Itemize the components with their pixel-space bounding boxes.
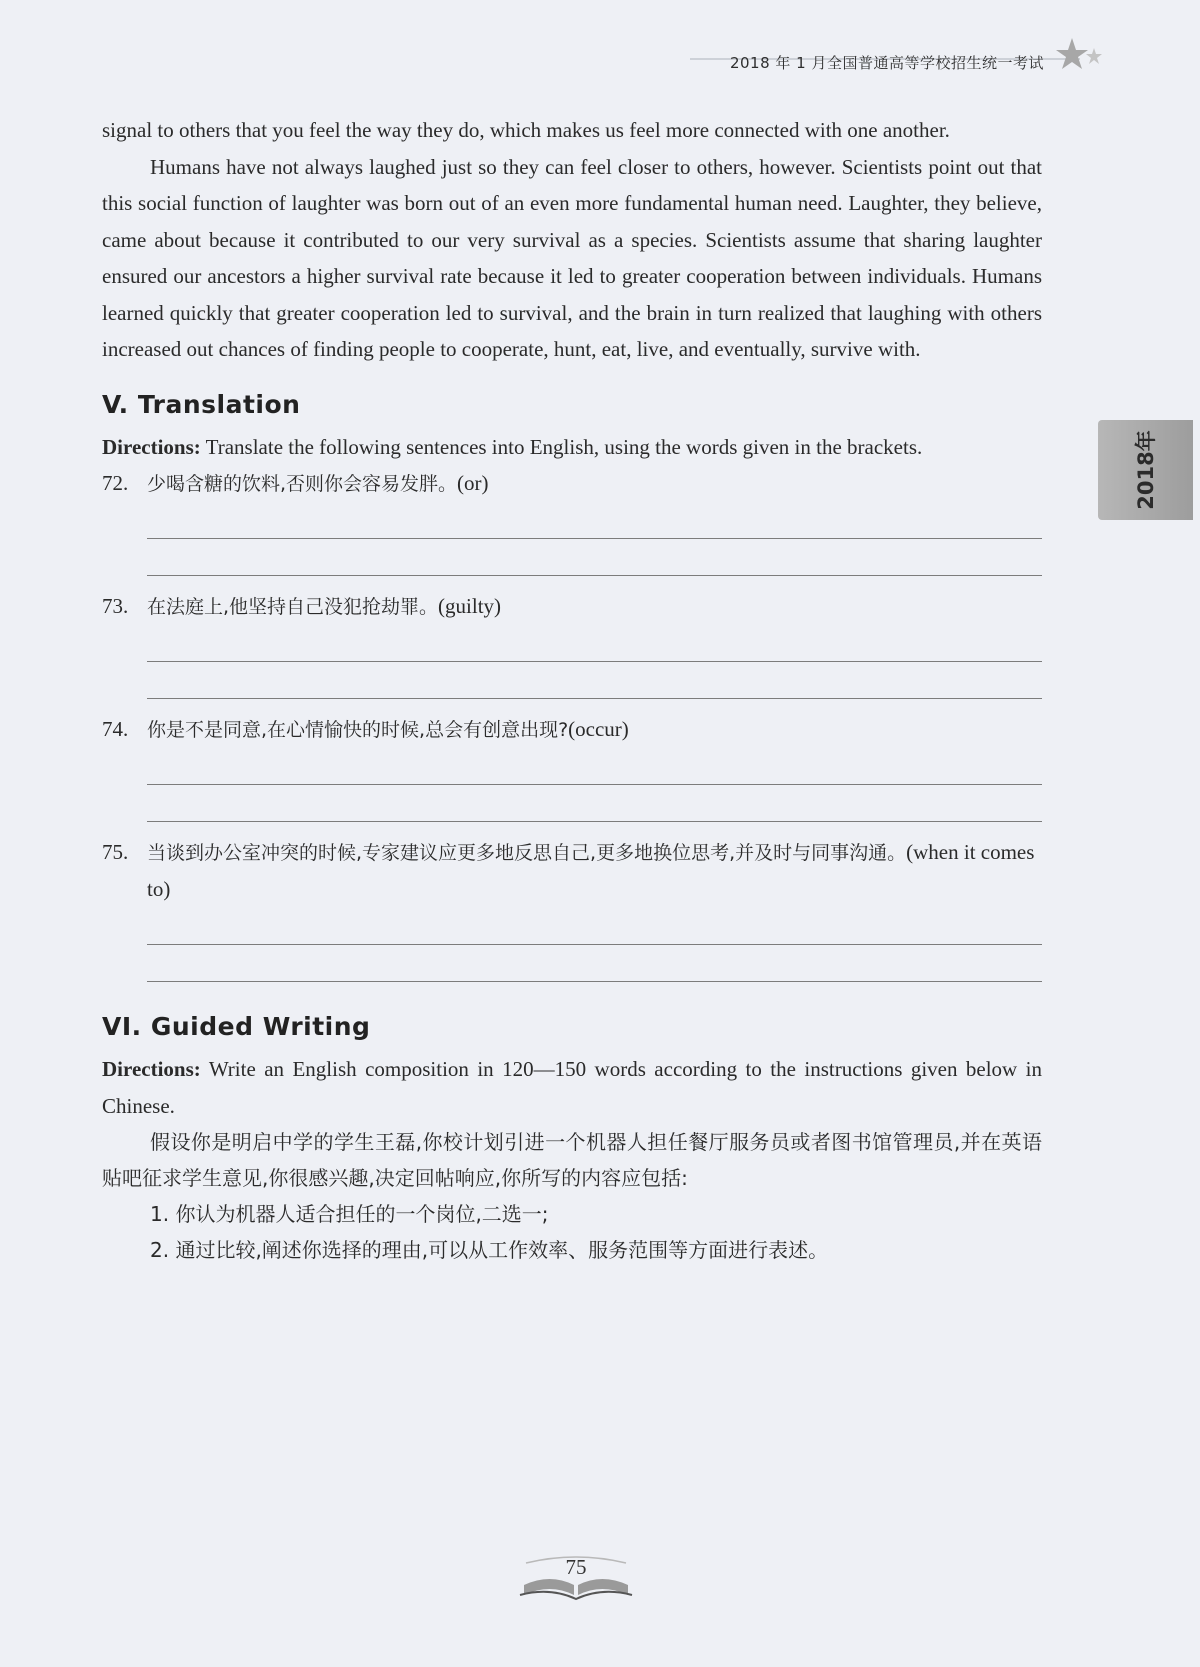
directions-text: Write an English composition in 120—150 words according to the instructions given below in Chinese.: [102, 1057, 1042, 1118]
directions-label: Directions:: [102, 434, 201, 459]
question-text: 在法庭上,他坚持自己没犯抢劫罪。: [147, 596, 439, 618]
writing-item-1: 1. 你认为机器人适合担任的一个岗位,二选一;: [150, 1202, 549, 1226]
answer-line[interactable]: [147, 539, 1042, 576]
question-hint: (occur): [568, 717, 629, 741]
year-side-tab: [1098, 420, 1193, 520]
year-side-tab-label: 2018年: [1134, 430, 1158, 510]
answer-line[interactable]: [147, 785, 1042, 822]
question-number: 73.: [102, 594, 129, 618]
passage-paragraph-1: signal to others that you feel the way they do, which makes us feel more connected with one another.: [102, 118, 950, 142]
question-number: 74.: [102, 717, 129, 741]
question-hint: (when it comes to): [147, 840, 1035, 901]
answer-line[interactable]: [147, 625, 1042, 662]
directions-label: Directions:: [102, 1057, 201, 1081]
question-72: [102, 465, 1042, 576]
writing-directions: [102, 1051, 1042, 1124]
star-icon: [1050, 34, 1110, 82]
question-75: [102, 834, 1042, 982]
question-hint: (guilty): [438, 594, 502, 618]
question-text: 当谈到办公室冲突的时候,专家建议应更多地反思自己,更多地换位思考,并及时与同事沟通。: [147, 842, 907, 864]
question-73: [102, 588, 1042, 699]
answer-line[interactable]: [147, 748, 1042, 785]
translation-section-title: V. Translation: [102, 389, 301, 419]
answer-line[interactable]: [147, 662, 1042, 699]
question-number: 72.: [102, 471, 129, 495]
question-74: [102, 711, 1042, 822]
question-number: 75.: [102, 840, 129, 864]
running-header: 2018 年 1 月全国普通高等学校招生统一考试: [729, 54, 1044, 72]
page-number: 75: [565, 1555, 587, 1579]
answer-line[interactable]: [147, 502, 1042, 539]
writing-instructions: 假设你是明启中学的学生王磊,你校计划引进一个机器人担任餐厅服务员或者图书馆管理员,并在英语贴吧征求学生意见,你很感兴趣,决定回帖响应,你所写的内容应包括:: [102, 1130, 1042, 1190]
passage-paragraph-2: Humans have not always laughed just so they can feel closer to others, however. Scientists point out that this social function of laughter was born out of an even more fundamental human need. Laughter, they believe, came about because it contributed to our very survival as a species. Scientists assume that sharing laughter ensured our ancestors a higher survival rate because it led to greater cooperation between individuals. Humans learned quickly that greater cooperation led to survival, and the brain in turn realized that laughing with others increased out chances of finding people to cooperate, hunt, eat, live, and eventually, survive with.: [102, 154, 1042, 361]
translation-directions: [102, 429, 1042, 466]
directions-text: Translate the following sentences into English, using the words given in the brackets.: [205, 434, 923, 459]
question-text: 你是不是同意,在心情愉快的时候,总会有创意出现?: [147, 719, 569, 741]
answer-line[interactable]: [147, 908, 1042, 945]
page-number-footer: [516, 1555, 636, 1605]
answer-line[interactable]: [147, 945, 1042, 982]
page-content: [102, 112, 1042, 1268]
writing-item-2: 2. 通过比较,阐述你选择的理由,可以从工作效率、服务范围等方面进行表述。: [150, 1238, 829, 1262]
writing-section-title: VI. Guided Writing: [102, 1012, 371, 1041]
question-hint: (or): [457, 471, 489, 495]
question-text: 少喝含糖的饮料,否则你会容易发胖。: [147, 473, 458, 495]
